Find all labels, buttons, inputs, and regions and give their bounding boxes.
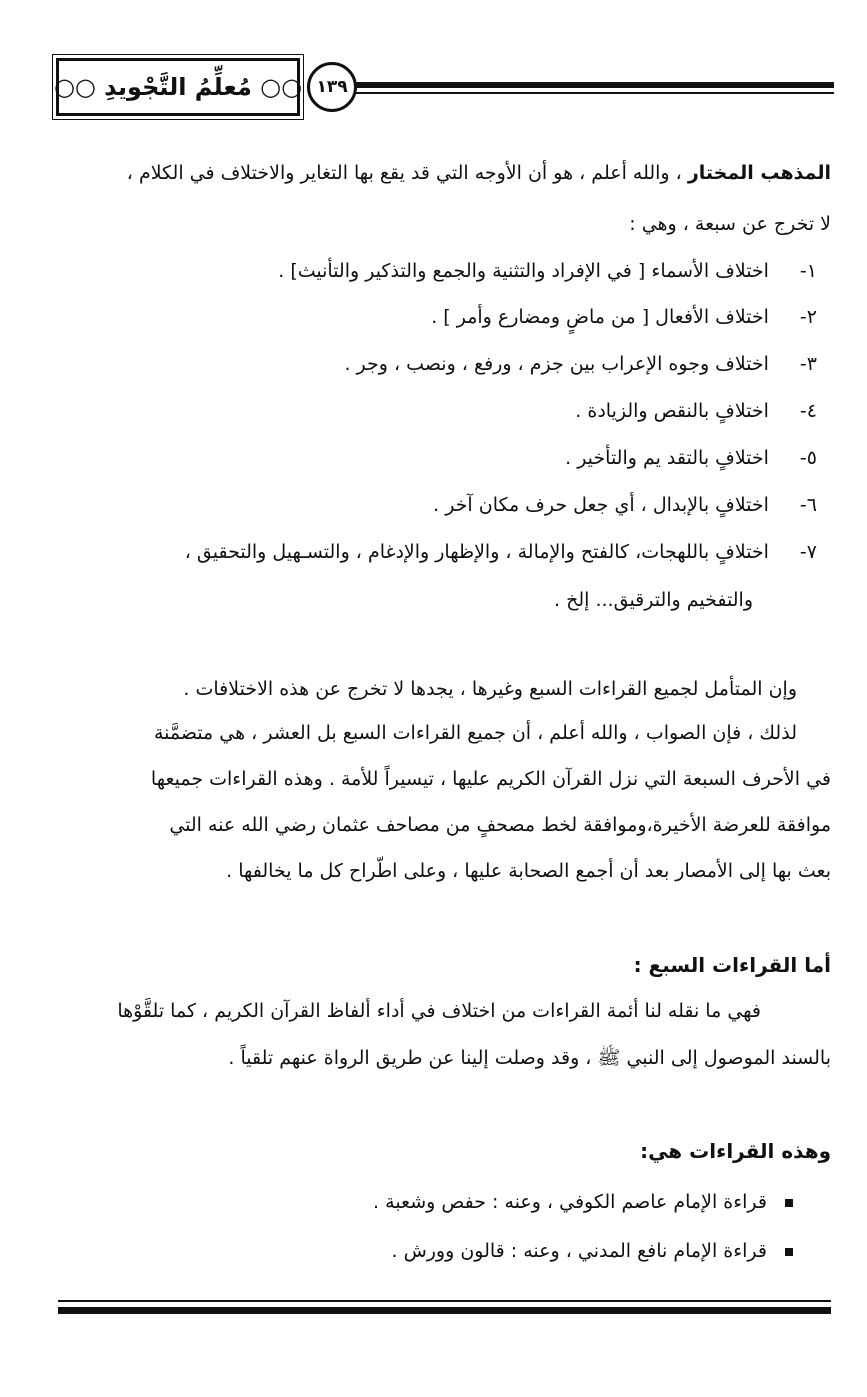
- book-title: ○○ مُعلِّمُ التَّجْويدِ ○○: [56, 58, 300, 116]
- list-text: اختلافٍ بالتقد يم والتأخير .: [565, 447, 769, 469]
- list-text: اختلاف وجوه الإعراب بين جزم ، ورفع ، ونصب ، وجر .: [344, 353, 769, 375]
- paragraph-line: موافقة للعرضة الأخيرة،وموافقة لخط مصحفٍ من مصاحف عثمان رضي الله عنه التي: [169, 814, 831, 836]
- intro-line-1: [127, 158, 831, 188]
- list-number: ٣-: [799, 353, 817, 375]
- list-text: اختلافٍ بالنقص والزيادة .: [575, 400, 769, 422]
- paragraph-line: بعث بها إلى الأمصار بعد أن أجمع الصحابة عليها ، وعلى اطّراح كل ما يخالفها .: [226, 860, 831, 882]
- list-item: [433, 490, 817, 520]
- list-number: ٤-: [799, 400, 817, 422]
- bullet-text: قراءة الإمام نافع المدني ، وعنه : قالون وورش .: [391, 1240, 767, 1262]
- intro-line-1-text: ، والله أعلم ، هو أن الأوجه التي قد يقع بها التغاير والاختلاف في الكلام ،: [126, 162, 682, 184]
- footer-rule-thick: [58, 1307, 831, 1314]
- list-text: اختلافٍ بالإبدال ، أي جعل حرف مكان آخر .: [433, 494, 769, 516]
- list-text: اختلاف الأفعال [ من ماضٍ ومضارع وأمر ] .: [431, 306, 769, 328]
- paragraph-line: في الأحرف السبعة التي نزل القرآن الكريم عليها ، تيسيراً للأمة . وهذه القراءات جميعها: [150, 768, 831, 790]
- list-item-continuation: والتفخيم والترقيق... إلخ .: [554, 589, 753, 611]
- intro-line-2: لا تخرج عن سبعة ، وهي :: [629, 213, 831, 235]
- list-number: ٢-: [799, 306, 817, 328]
- page-number: ١٣٩: [307, 62, 357, 112]
- section-heading: وهذه القراءات هي:: [640, 1139, 831, 1163]
- list-number: ٦-: [799, 494, 817, 516]
- section-line: فهي ما نقله لنا أئمة القراءات من اختلاف في أداء ألفاظ القرآن الكريم ، كما تلقَّوْها: [117, 1000, 761, 1022]
- list-number: ١-: [799, 260, 817, 282]
- bullet-item: [373, 1187, 793, 1217]
- list-text: اختلافٍ باللهجات، كالفتح والإمالة ، والإظهار والإدغام ، والتسـهيل والتحقيق ،: [184, 541, 769, 563]
- paragraph-line: لذلك ، فإن الصواب ، والله أعلم ، أن جميع القراءات السبع بل العشر ، هي متضمَّنة: [153, 722, 797, 744]
- bullet-text: قراءة الإمام عاصم الكوفي ، وعنه : حفص وشعبة .: [373, 1191, 767, 1213]
- list-item: [431, 302, 817, 332]
- list-number: ٥-: [799, 447, 817, 469]
- list-item: [278, 256, 817, 286]
- list-number: ٧-: [799, 541, 817, 563]
- list-item: [565, 443, 817, 473]
- square-bullet-icon: [785, 1199, 793, 1207]
- bullet-item: [391, 1236, 793, 1266]
- list-item: [344, 349, 817, 379]
- section-heading: أما القراءات السبع :: [633, 953, 831, 977]
- header-rule: [356, 82, 834, 88]
- square-bullet-icon: [785, 1248, 793, 1256]
- list-item: [185, 537, 817, 567]
- page-header: [53, 58, 834, 120]
- footer-rule-thin: [58, 1300, 831, 1302]
- header-rule-thin: [356, 92, 834, 94]
- section-line: بالسند الموصول إلى النبي ﷺ ، وقد وصلت إلينا عن طريق الرواة عنهم تلقياً .: [228, 1047, 831, 1069]
- list-item: [575, 396, 817, 426]
- list-text: اختلاف الأسماء [ في الإفراد والتثنية والجمع والتذكير والتأنيث] .: [278, 260, 769, 282]
- intro-term: المذهب المختار: [687, 162, 831, 184]
- paragraph-line: وإن المتأمل لجميع القراءات السبع وغيرها ، يجدها لا تخرج عن هذه الاختلافات .: [183, 678, 797, 700]
